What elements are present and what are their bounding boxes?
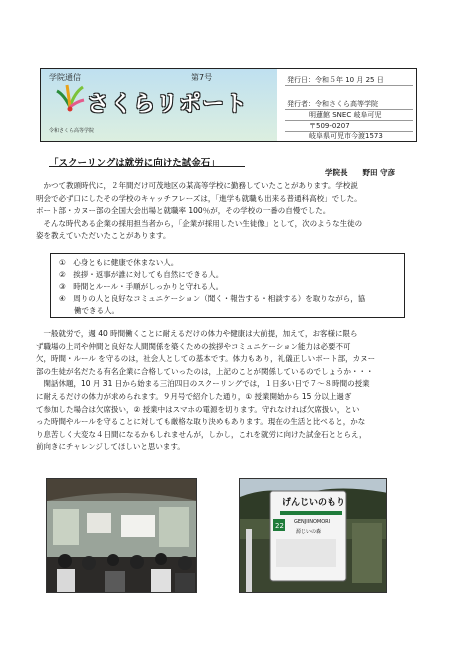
list-item: ① 心身ともに健康で休まない人。 (59, 258, 179, 267)
masthead (41, 69, 277, 141)
publication-info (281, 69, 417, 141)
desired-student-list (50, 253, 405, 318)
classroom-image (47, 479, 197, 593)
station-name: げんじいのもり (282, 498, 346, 508)
text-line: った時間やルールを守ることに対しても厳格な取り決めもあります。現在の生活と比べると，かな (36, 417, 366, 427)
headline-underline (49, 166, 245, 167)
publisher-branch: 明蓮館 SNEC 岐阜可児 (309, 111, 382, 119)
list-item: ② 挨拶・返事が誰に対しても自然にできる人。 (59, 270, 224, 279)
newsletter-title: さくらリポート (87, 92, 249, 117)
text-line: 欠，時間・ルール を守るのは，社会人としての基本です。体力もあり，礼儀正しいボート部，カヌー (36, 354, 376, 364)
publisher: 発行者：令和さくら高等学院 (287, 100, 378, 108)
text-line: そんな時代ある企業の採用担当者から，「企業が採用したい生徒像」として，次のような生徒の (36, 218, 363, 228)
article-paragraph-1 (36, 180, 422, 243)
text-line: 明会で必ず口にしたその学校のキャッチフレーズは，「進学も就職も出来る普通科高校」でした。 (36, 193, 362, 203)
article-headline: 「スクーリングは就労に向けた試金石」 (49, 158, 220, 169)
sakura-logo-icon (55, 83, 85, 113)
publisher-postal: 〒509-0207 (309, 122, 350, 130)
text-line: かつて教頭時代に，２年間だけ可茂地区の某高等学校に勤務していたことがあります。学校説 (36, 181, 358, 190)
text-line: ず職場の上司や仲間と良好な人間関係を築くための挨拶やコミュニケーション能力は必要不可 (36, 341, 351, 351)
publish-date: 発行日：令和５年 10 月 25 日 (287, 76, 384, 84)
text-line: 前向きにチャレンジしてほしいと思います。 (36, 442, 185, 452)
newsletter-header (40, 68, 417, 142)
article-paragraph-2 (36, 328, 422, 454)
classroom-photo (46, 478, 197, 593)
list-item: ④ 周りの人と良好なコミュニケーション（聞く・報告する・相談する）を取りながら，協 (59, 294, 366, 303)
list-item: ③ 時間とルール・手順がしっかりと守れる人。 (59, 282, 224, 291)
text-line: に耐えるだけの体力が求められます。９月号で紹介した通り，① 授業開始から 15 分以上過ぎ (36, 391, 352, 401)
text-line: 部の生徒が名だたる有名企業に合格していったのは，上記のことが関係しているのでしょうか・・・ (36, 366, 374, 376)
station-sign-image (240, 479, 387, 593)
station-sign-photo (239, 478, 387, 593)
article-author: 学院長 野田 守彦 (325, 168, 396, 177)
series-label: 学院通信 (49, 73, 81, 82)
list-item: 働できる人。 (59, 306, 119, 315)
text-line: ボート部・カヌー部の全国大会出場と就職率 100％が，その学校の一番の自慢でした。 (36, 206, 331, 216)
text-line: り息苦しく大変な４日間になるかもしれませんが，しかし，これを就労に向けた試金石ととらえ， (36, 429, 367, 439)
station-number: 22 (275, 522, 284, 530)
text-line: て参加した場合は欠席扱い，② 授業中はスマホの電源を切ります。守れなければ欠席扱い，とい (36, 404, 360, 414)
station-name-roman: GENJIINOMORI (294, 519, 331, 525)
text-line: 一般就労で，週 40 時間働くことに耐えるだけの体力や健康は大前提，加えて，お客様に限ら (36, 329, 358, 338)
school-name-small: 令和さくら高等学院 (49, 128, 95, 134)
station-name-kanji: 源じいの森 (296, 529, 322, 535)
publisher-address: 岐阜県可児市今渡1573 (309, 132, 383, 140)
divider (285, 85, 413, 86)
text-line: 姿を教えていただいたことがあります。 (36, 231, 171, 241)
issue-number: 第7号 (191, 73, 213, 82)
text-line: 閑話休題，10 月 31 日から始まる三泊四日のスクーリングでは，１日多い日で７～８時間の授業 (36, 379, 370, 389)
